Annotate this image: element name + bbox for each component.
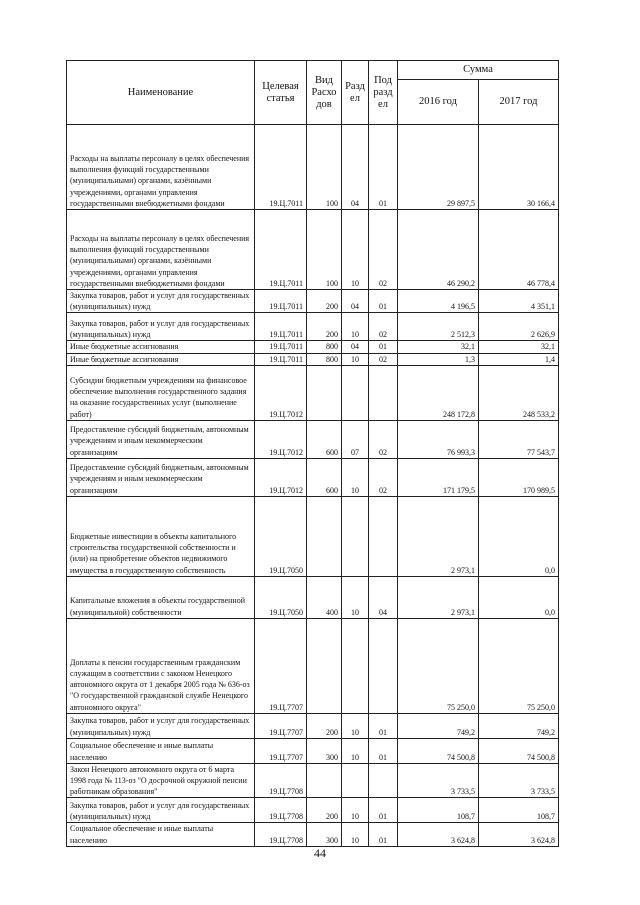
row-vid xyxy=(307,365,342,420)
row-sum-2017: 108,7 xyxy=(479,798,559,823)
row-podrazdel: 04 xyxy=(369,576,398,618)
row-razdel: 07 xyxy=(342,420,369,458)
row-sum-2016: 3 624,8 xyxy=(398,823,479,846)
row-target-code: 19.Ц.7012 xyxy=(255,420,307,458)
row-podrazdel xyxy=(369,763,398,798)
row-vid: 200 xyxy=(307,313,342,341)
row-sum-2016: 749,2 xyxy=(398,713,479,738)
row-sum-2017: 77 543,7 xyxy=(479,420,559,458)
table-row xyxy=(67,798,559,823)
header-razdel: Разд ел xyxy=(342,61,369,125)
row-target-code: 19.Ц.7011 xyxy=(255,210,307,290)
row-target-code: 19.Ц.7707 xyxy=(255,713,307,738)
row-name: Субсидии бюджетным учреждениям на финансовое обеспечение выполнения государственного задания на оказание государственных услуг (выполнение работ) xyxy=(67,365,255,420)
row-vid: 800 xyxy=(307,341,342,353)
row-sum-2017: 0,0 xyxy=(479,576,559,618)
row-sum-2016: 2 512,3 xyxy=(398,313,479,341)
row-target-code: 19.Ц.7012 xyxy=(255,458,307,496)
row-sum-2017: 46 778,4 xyxy=(479,210,559,290)
row-sum-2017: 3 624,8 xyxy=(479,823,559,846)
row-target-code: 19.Ц.7050 xyxy=(255,496,307,576)
row-sum-2017: 32,1 xyxy=(479,341,559,353)
row-vid: 100 xyxy=(307,125,342,210)
row-target-code: 19.Ц.7011 xyxy=(255,125,307,210)
row-vid: 400 xyxy=(307,576,342,618)
row-sum-2016: 2 973,1 xyxy=(398,576,479,618)
table-row xyxy=(67,618,559,713)
row-podrazdel: 01 xyxy=(369,125,398,210)
row-sum-2017: 75 250,0 xyxy=(479,618,559,713)
row-sum-2016: 4 196,5 xyxy=(398,290,479,313)
row-vid: 800 xyxy=(307,353,342,365)
row-podrazdel xyxy=(369,618,398,713)
table-row xyxy=(67,713,559,738)
row-podrazdel: 01 xyxy=(369,823,398,846)
row-razdel: 10 xyxy=(342,738,369,763)
row-sum-2016: 75 250,0 xyxy=(398,618,479,713)
row-target-code: 19.Ц.7011 xyxy=(255,353,307,365)
row-razdel: 10 xyxy=(342,823,369,846)
row-podrazdel: 01 xyxy=(369,713,398,738)
row-sum-2017: 30 166,4 xyxy=(479,125,559,210)
row-sum-2016: 3 733,5 xyxy=(398,763,479,798)
row-name: Закупка товаров, работ и услуг для государственных (муниципальных) нужд xyxy=(67,713,255,738)
row-podrazdel: 01 xyxy=(369,738,398,763)
table-row xyxy=(67,420,559,458)
row-vid: 300 xyxy=(307,823,342,846)
row-vid: 200 xyxy=(307,713,342,738)
row-name: Иные бюджетные ассигнования xyxy=(67,353,255,365)
row-razdel xyxy=(342,763,369,798)
row-vid: 600 xyxy=(307,420,342,458)
header-vid: Вид Расхо дов xyxy=(307,61,342,125)
row-target-code: 19.Ц.7707 xyxy=(255,618,307,713)
row-razdel: 10 xyxy=(342,713,369,738)
row-target-code: 19.Ц.7012 xyxy=(255,365,307,420)
row-sum-2016: 108,7 xyxy=(398,798,479,823)
row-podrazdel: 02 xyxy=(369,353,398,365)
row-sum-2017: 170 989,5 xyxy=(479,458,559,496)
row-sum-2017: 2 626,9 xyxy=(479,313,559,341)
table-body xyxy=(67,125,559,847)
row-razdel: 04 xyxy=(342,125,369,210)
row-name: Иные бюджетные ассигнования xyxy=(67,341,255,353)
row-name: Бюджетные инвестиции в объекты капитального строительства государственной собственности и (или) на приобретение объектов недвижимого имущества в государственную собственность xyxy=(67,496,255,576)
row-sum-2017: 749,2 xyxy=(479,713,559,738)
row-razdel: 10 xyxy=(342,798,369,823)
row-target-code: 19.Ц.7011 xyxy=(255,313,307,341)
row-sum-2016: 2 973,1 xyxy=(398,496,479,576)
row-razdel: 10 xyxy=(342,353,369,365)
row-name: Расходы на выплаты персоналу в целях обеспечения выполнения функций государственными (муниципальными) органами, казёнными учреждениями, органами управления государственными внебюджетными фондами xyxy=(67,125,255,210)
row-name: Расходы на выплаты персоналу в целях обеспечения выполнения функций государственными (муниципальными) органами, казёнными учреждениями, органами управления государственными внебюджетными фондами xyxy=(67,210,255,290)
row-sum-2017: 248 533,2 xyxy=(479,365,559,420)
row-name: Закупка товаров, работ и услуг для государственных (муниципальных) нужд xyxy=(67,798,255,823)
row-sum-2016: 29 897,5 xyxy=(398,125,479,210)
table-row xyxy=(67,458,559,496)
table-row xyxy=(67,763,559,798)
row-razdel: 04 xyxy=(342,290,369,313)
row-podrazdel xyxy=(369,365,398,420)
table-row xyxy=(67,576,559,618)
row-name: Капитальные вложения в объекты государственной (муниципальной) собственности xyxy=(67,576,255,618)
row-name: Закупка товаров, работ и услуг для государственных (муниципальных) нужд xyxy=(67,290,255,313)
page-number: 44 xyxy=(314,846,326,860)
table-row xyxy=(67,738,559,763)
header-2016: 2016 год xyxy=(398,80,479,125)
row-podrazdel: 01 xyxy=(369,341,398,353)
header-target: Целевая статья xyxy=(255,61,307,125)
row-razdel: 10 xyxy=(342,576,369,618)
row-vid: 100 xyxy=(307,210,342,290)
row-sum-2016: 1,3 xyxy=(398,353,479,365)
row-name: Закупка товаров, работ и услуг для государственных (муниципальных) нужд xyxy=(67,313,255,341)
header-podrazdel: Под разд ел xyxy=(369,61,398,125)
row-sum-2017: 74 500,8 xyxy=(479,738,559,763)
header-2017: 2017 год xyxy=(479,80,559,125)
table-row xyxy=(67,341,559,353)
row-vid: 200 xyxy=(307,290,342,313)
row-sum-2016: 32,1 xyxy=(398,341,479,353)
row-vid: 300 xyxy=(307,738,342,763)
row-sum-2016: 76 993,3 xyxy=(398,420,479,458)
row-sum-2017: 4 351,1 xyxy=(479,290,559,313)
row-podrazdel: 02 xyxy=(369,313,398,341)
table-row xyxy=(67,353,559,365)
row-vid xyxy=(307,618,342,713)
row-target-code: 19.Ц.7708 xyxy=(255,823,307,846)
row-name: Предоставление субсидий бюджетным, автономным учреждениям и иным некоммерческим организациям xyxy=(67,420,255,458)
row-sum-2016: 46 290,2 xyxy=(398,210,479,290)
table-row xyxy=(67,496,559,576)
table-row xyxy=(67,313,559,341)
row-sum-2016: 171 179,5 xyxy=(398,458,479,496)
row-razdel: 10 xyxy=(342,210,369,290)
row-target-code: 19.Ц.7708 xyxy=(255,798,307,823)
row-podrazdel xyxy=(369,496,398,576)
row-name: Социальное обеспечение и иные выплаты населению xyxy=(67,738,255,763)
row-name: Социальное обеспечение и иные выплаты населению xyxy=(67,823,255,846)
row-razdel: 10 xyxy=(342,313,369,341)
table-header xyxy=(67,61,559,125)
row-target-code: 19.Ц.7011 xyxy=(255,341,307,353)
row-target-code: 19.Ц.7707 xyxy=(255,738,307,763)
row-vid: 600 xyxy=(307,458,342,496)
table-row xyxy=(67,125,559,210)
header-summa: Сумма xyxy=(398,61,559,80)
row-razdel: 04 xyxy=(342,341,369,353)
row-vid xyxy=(307,763,342,798)
row-sum-2016: 74 500,8 xyxy=(398,738,479,763)
row-sum-2017: 1,4 xyxy=(479,353,559,365)
row-name: Доплаты к пенсии государственным гражданским служащим в соответствии с законом Ненецкого автономного округа от 1 декабря 2005 года № 636-оз "О государственной гражданской службе Ненецкого автономного округа" xyxy=(67,618,255,713)
row-vid: 200 xyxy=(307,798,342,823)
row-target-code: 19.Ц.7050 xyxy=(255,576,307,618)
budget-table xyxy=(66,60,559,847)
table-row xyxy=(67,210,559,290)
header-name: Наименование xyxy=(67,61,255,125)
row-podrazdel: 02 xyxy=(369,458,398,496)
row-target-code: 19.Ц.7708 xyxy=(255,763,307,798)
row-podrazdel: 02 xyxy=(369,420,398,458)
row-sum-2017: 3 733,5 xyxy=(479,763,559,798)
table-row xyxy=(67,290,559,313)
row-target-code: 19.Ц.7011 xyxy=(255,290,307,313)
row-podrazdel: 01 xyxy=(369,290,398,313)
row-vid xyxy=(307,496,342,576)
row-name: Закон Ненецкого автономного округа от 6 марта 1998 года № 113-оз "О досрочной окружной пенсии работникам образования" xyxy=(67,763,255,798)
table-row xyxy=(67,365,559,420)
row-razdel xyxy=(342,365,369,420)
row-name: Предоставление субсидий бюджетным, автономным учреждениям и иным некоммерческим организациям xyxy=(67,458,255,496)
row-razdel xyxy=(342,496,369,576)
row-podrazdel: 02 xyxy=(369,210,398,290)
row-razdel: 10 xyxy=(342,458,369,496)
table-row xyxy=(67,823,559,846)
row-razdel xyxy=(342,618,369,713)
row-sum-2017: 0,0 xyxy=(479,496,559,576)
row-podrazdel: 01 xyxy=(369,798,398,823)
row-sum-2016: 248 172,8 xyxy=(398,365,479,420)
